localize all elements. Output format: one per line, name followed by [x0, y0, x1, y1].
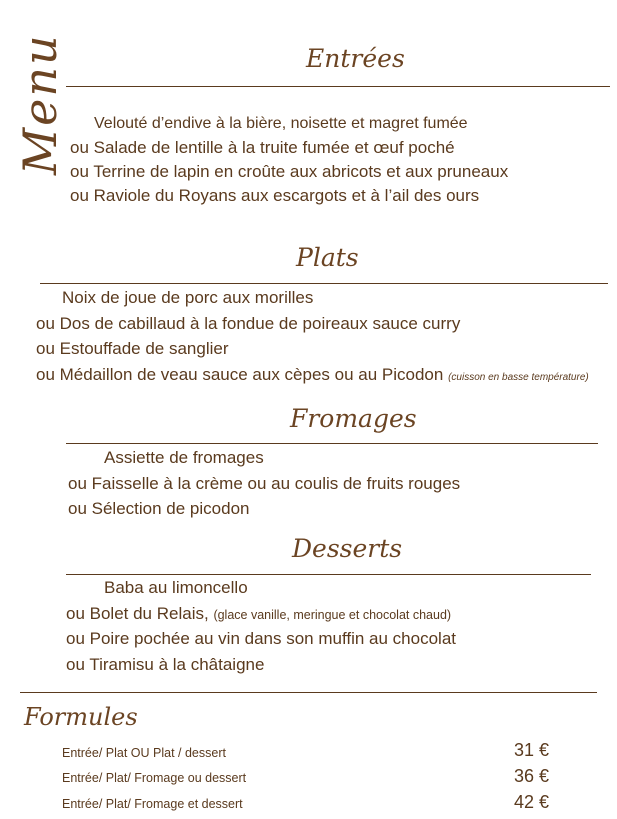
formules-divider: [20, 692, 597, 693]
desserts-item: [66, 604, 451, 624]
desserts-divider: [66, 574, 591, 575]
fromages-divider: [66, 443, 598, 444]
plats-item-label: ou Médaillon de veau sauce aux cèpes ou au Picodon: [36, 365, 444, 384]
fromages-title: Fromages: [290, 404, 417, 433]
formules-title: Formules: [24, 703, 138, 731]
fromages-item: ou Faisselle à la crème ou au coulis de fruits rouges: [68, 474, 461, 493]
plats-item: [36, 365, 589, 385]
formule-price: 42 €: [514, 792, 550, 812]
formule-price: 36 €: [514, 766, 550, 786]
entrees-item: ou Terrine de lapin en croûte aux abricots et aux pruneaux: [70, 162, 509, 181]
plats-divider: [40, 283, 608, 284]
desserts-title: Desserts: [292, 534, 403, 563]
fromages-item: Assiette de fromages: [104, 448, 264, 467]
plats-item-note: (cuisson en basse température): [448, 372, 589, 383]
entrees-item: Velouté d’endive à la bière, noisette et magret fumée: [94, 115, 468, 132]
formule-price: 31 €: [514, 740, 550, 760]
entrees-item: ou Raviole du Royans aux escargots et à l’ail des ours: [70, 186, 480, 205]
menu-vertical-title: Menu: [13, 33, 67, 175]
entrees-title: Entrées: [306, 44, 405, 73]
plats-item: ou Estouffade de sanglier: [36, 339, 229, 358]
fromages-item: ou Sélection de picodon: [68, 499, 250, 518]
plats-title: Plats: [296, 243, 359, 272]
plats-item: Noix de joue de porc aux morilles: [62, 288, 314, 307]
desserts-item: Baba au limoncello: [104, 578, 248, 597]
desserts-item-label: ou Bolet du Relais,: [66, 604, 209, 623]
entrees-divider: [66, 86, 610, 87]
desserts-item: ou Tiramisu à la châtaigne: [66, 655, 265, 674]
formule-label: Entrée/ Plat OU Plat / dessert: [62, 746, 226, 760]
plats-item: ou Dos de cabillaud à la fondue de poireaux sauce curry: [36, 314, 461, 333]
desserts-item-detail: (glace vanille, meringue et chocolat chaud): [213, 608, 452, 622]
formule-label: Entrée/ Plat/ Fromage ou dessert: [62, 771, 247, 785]
formule-label: Entrée/ Plat/ Fromage et dessert: [62, 797, 243, 811]
entrees-item: ou Salade de lentille à la truite fumée et œuf poché: [70, 138, 455, 157]
desserts-item: ou Poire pochée au vin dans son muffin au chocolat: [66, 629, 457, 648]
